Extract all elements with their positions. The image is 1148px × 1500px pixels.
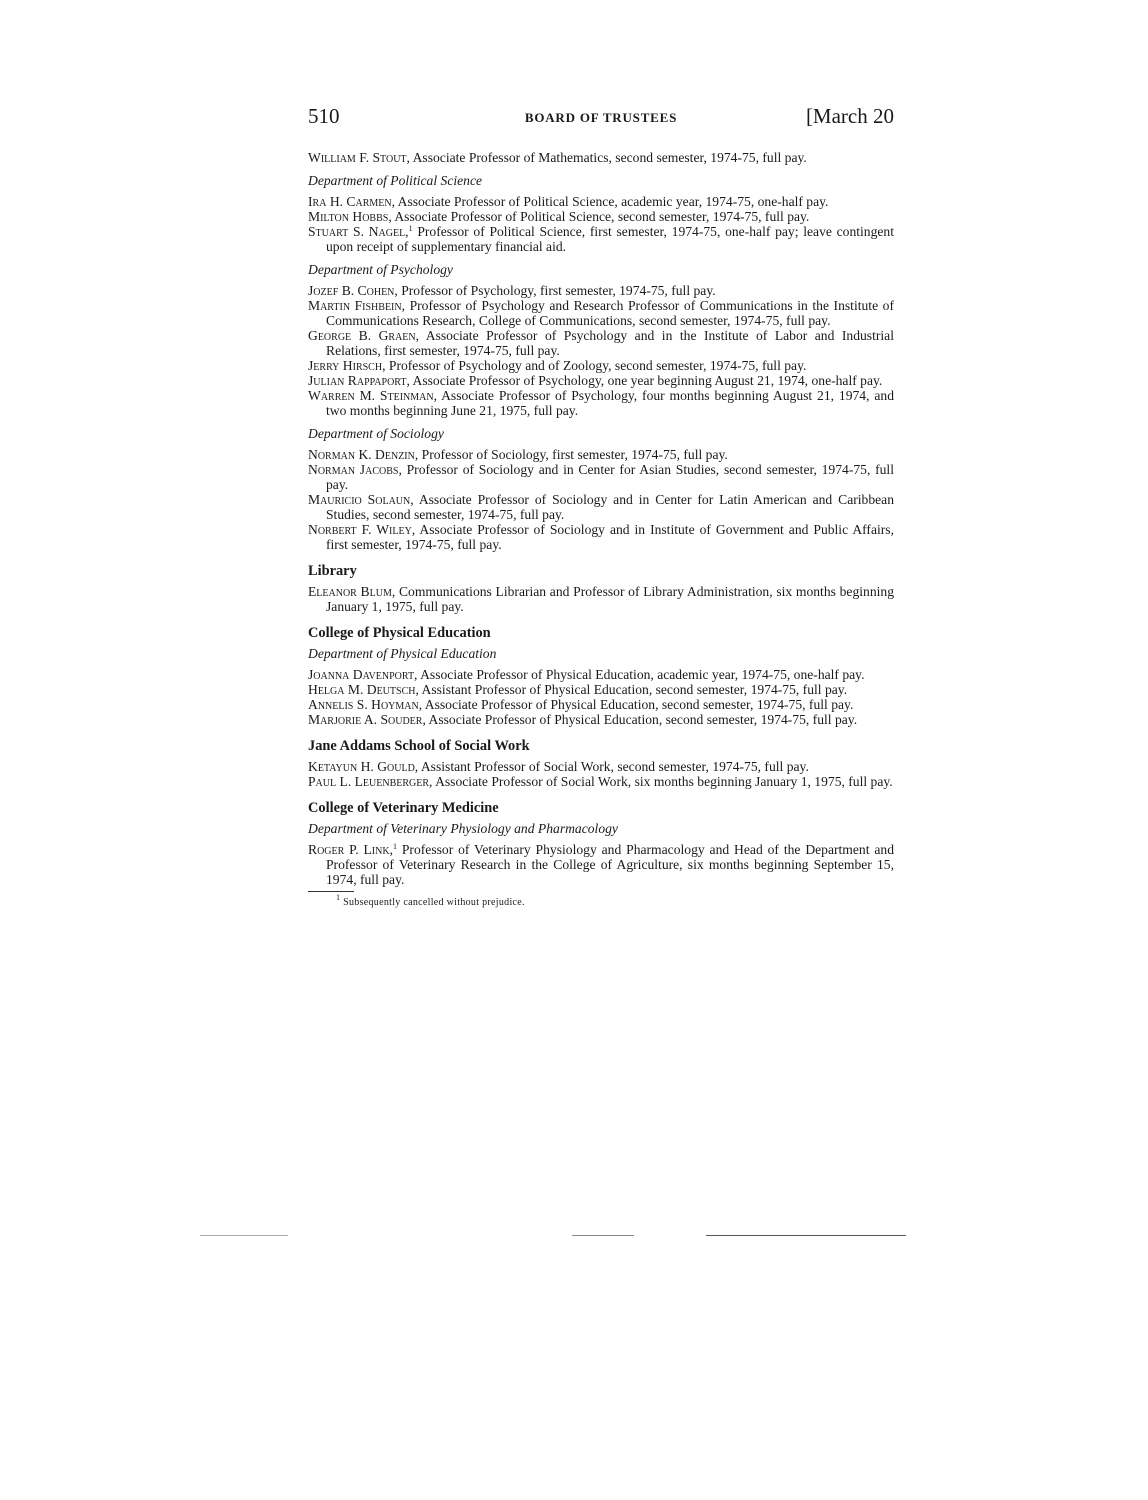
entry-text: Professor of Political Science, first semester, 1974-75, one-half pay; leave contingent upon receipt of supplementary financial aid. xyxy=(326,224,895,254)
entry-text: Associate Professor of Political Science, second semester, 1974-75, full pay. xyxy=(391,209,810,224)
heading-physical-education-college: College of Physical Education xyxy=(308,625,491,641)
entry-name: Milton Hobbs, xyxy=(308,209,392,224)
entry-name: Norman K. Denzin, xyxy=(308,447,419,462)
entry-name: Martin Fishbein, xyxy=(308,298,406,313)
entry-text: Associate Professor of Psychology, one year beginning August 21, 1974, one-half pay. xyxy=(409,373,883,388)
page-number: 510 xyxy=(308,104,340,128)
entry-text: Associate Professor of Physical Education, second semester, 1974-75, full pay. xyxy=(422,697,854,712)
scan-artifact-line xyxy=(572,1235,634,1236)
entry-text: Associate Professor of Social Work, six months beginning January 1, 1975, full pay. xyxy=(432,774,893,789)
running-date: [March 20 xyxy=(805,104,894,128)
entry-text: Associate Professor of Mathematics, second semester, 1974-75, full pay. xyxy=(409,150,807,165)
entry-text: Professor of Psychology and Research Professor of Communications in the Institute of Communications Research, College of Communications, second semester, 1974-75, full pay. xyxy=(326,298,895,328)
entry-graen xyxy=(308,328,894,358)
heading-veterinary-dept: Department of Veterinary Physiology and Pharmacology xyxy=(308,821,618,836)
entry-text: Associate Professor of Psychology and in the Institute of Labor and Industrial Relations, first semester, 1974-75, full pay. xyxy=(326,328,894,358)
entry-text: Professor of Sociology, first semester, 1974-75, full pay. xyxy=(418,447,728,462)
entry-name: Norbert F. Wiley, xyxy=(308,522,416,537)
entry-fishbein xyxy=(308,298,894,328)
entry-name: Annelis S. Hoyman, xyxy=(308,697,423,712)
entry-name: Julian Rappaport, xyxy=(308,373,410,388)
entry-text: Assistant Professor of Social Work, second semester, 1974-75, full pay. xyxy=(418,759,809,774)
entry-davenport xyxy=(308,667,894,682)
entry-name: Marjorie A. Souder, xyxy=(308,712,426,727)
entry-solaun xyxy=(308,492,894,522)
footnote-text: Subsequently cancelled without prejudice. xyxy=(340,897,525,908)
entry-name: Stuart S. Nagel, xyxy=(308,224,409,239)
entry-text: Associate Professor of Sociology and in Center for Latin American and Caribbean Studies, second semester, 1974-75, full pay. xyxy=(326,492,894,522)
footnote xyxy=(308,895,894,910)
heading-physical-education-dept: Department of Physical Education xyxy=(308,646,497,661)
entry-rappaport xyxy=(308,373,894,388)
entry-text: Professor of Psychology, first semester, 1974-75, full pay. xyxy=(397,283,716,298)
entry-hoyman xyxy=(308,697,894,712)
entry-cohen xyxy=(308,283,894,298)
entry-name: Norman Jacobs, xyxy=(308,462,402,477)
footnote-mark: 1 xyxy=(392,842,397,851)
heading-social-work: Jane Addams School of Social Work xyxy=(308,738,530,754)
entry-text: Professor of Psychology and of Zoology, second semester, 1974-75, full pay. xyxy=(385,358,807,373)
scan-artifact-line xyxy=(200,1235,288,1236)
entry-blum xyxy=(308,584,894,614)
page-body xyxy=(308,150,894,910)
entry-name: Warren M. Steinman, xyxy=(308,388,437,403)
entry-name: Helga M. Deutsch, xyxy=(308,682,419,697)
entry-name: Ira H. Carmen, xyxy=(308,194,396,209)
entry-denzin xyxy=(308,447,894,462)
entry-text: Professor of Veterinary Physiology and Pharmacology and Head of the Department and Professor of Veterinary Research in the College of Agriculture, six months beginning September 15, 1974, full pay. xyxy=(326,842,894,887)
entry-nagel xyxy=(308,224,894,254)
heading-psychology: Department of Psychology xyxy=(308,262,453,277)
page-header xyxy=(308,104,894,138)
entry-name: William F. Stout, xyxy=(308,150,410,165)
entry-steinman xyxy=(308,388,894,418)
footnote-rule xyxy=(308,891,354,892)
entry-carmen xyxy=(308,194,894,209)
entry-name: Ketayun H. Gould, xyxy=(308,759,419,774)
entry-text: Associate Professor of Political Science, academic year, 1974-75, one-half pay. xyxy=(395,194,829,209)
entry-gould xyxy=(308,759,894,774)
entry-hirsch xyxy=(308,358,894,373)
entry-name: Mauricio Solaun, xyxy=(308,492,414,507)
entry-name: Joanna Davenport, xyxy=(308,667,418,682)
heading-veterinary-college: College of Veterinary Medicine xyxy=(308,800,499,816)
entry-jacobs xyxy=(308,462,894,492)
running-title: BOARD OF TRUSTEES xyxy=(524,110,678,125)
entry-name: George B. Graen, xyxy=(308,328,420,343)
entry-name: Jerry Hirsch, xyxy=(308,358,386,373)
entry-deutsch xyxy=(308,682,894,697)
heading-library: Library xyxy=(308,563,357,579)
entry-text: Professor of Sociology and in Center for Asian Studies, second semester, 1974-75, full pay. xyxy=(326,462,894,492)
entry-text: Associate Professor of Physical Education, academic year, 1974-75, one-half pay. xyxy=(417,667,865,682)
entry-text: Assistant Professor of Physical Education, second semester, 1974-75, full pay. xyxy=(418,682,848,697)
entry-text: Communications Librarian and Professor of Library Administration, six months beginning January 1, 1975, full pay. xyxy=(326,584,894,614)
entry-stout xyxy=(308,150,894,165)
entry-name: Paul L. Leuenberger, xyxy=(308,774,433,789)
entry-hobbs xyxy=(308,209,894,224)
entry-link xyxy=(308,842,894,887)
entry-leuenberger xyxy=(308,774,894,789)
entry-text: Associate Professor of Psychology, four months beginning August 21, 1974, and two months beginning June 21, 1975, full pay. xyxy=(326,388,894,418)
entry-name: Roger P. Link, xyxy=(308,842,393,857)
footnote-mark: 1 xyxy=(336,893,341,902)
entry-text: Associate Professor of Physical Education, second semester, 1974-75, full pay. xyxy=(425,712,858,727)
entry-wiley xyxy=(308,522,894,552)
entry-text: Associate Professor of Sociology and in Institute of Government and Public Affairs, first semester, 1974-75, full pay. xyxy=(326,522,894,552)
heading-political-science: Department of Political Science xyxy=(308,173,483,188)
footnote-mark: 1 xyxy=(408,224,413,233)
entry-name: Jozef B. Cohen, xyxy=(308,283,398,298)
entry-name: Eleanor Blum, xyxy=(308,584,396,599)
entry-souder xyxy=(308,712,894,727)
heading-sociology: Department of Sociology xyxy=(308,426,444,441)
scan-artifact-line xyxy=(706,1235,906,1236)
